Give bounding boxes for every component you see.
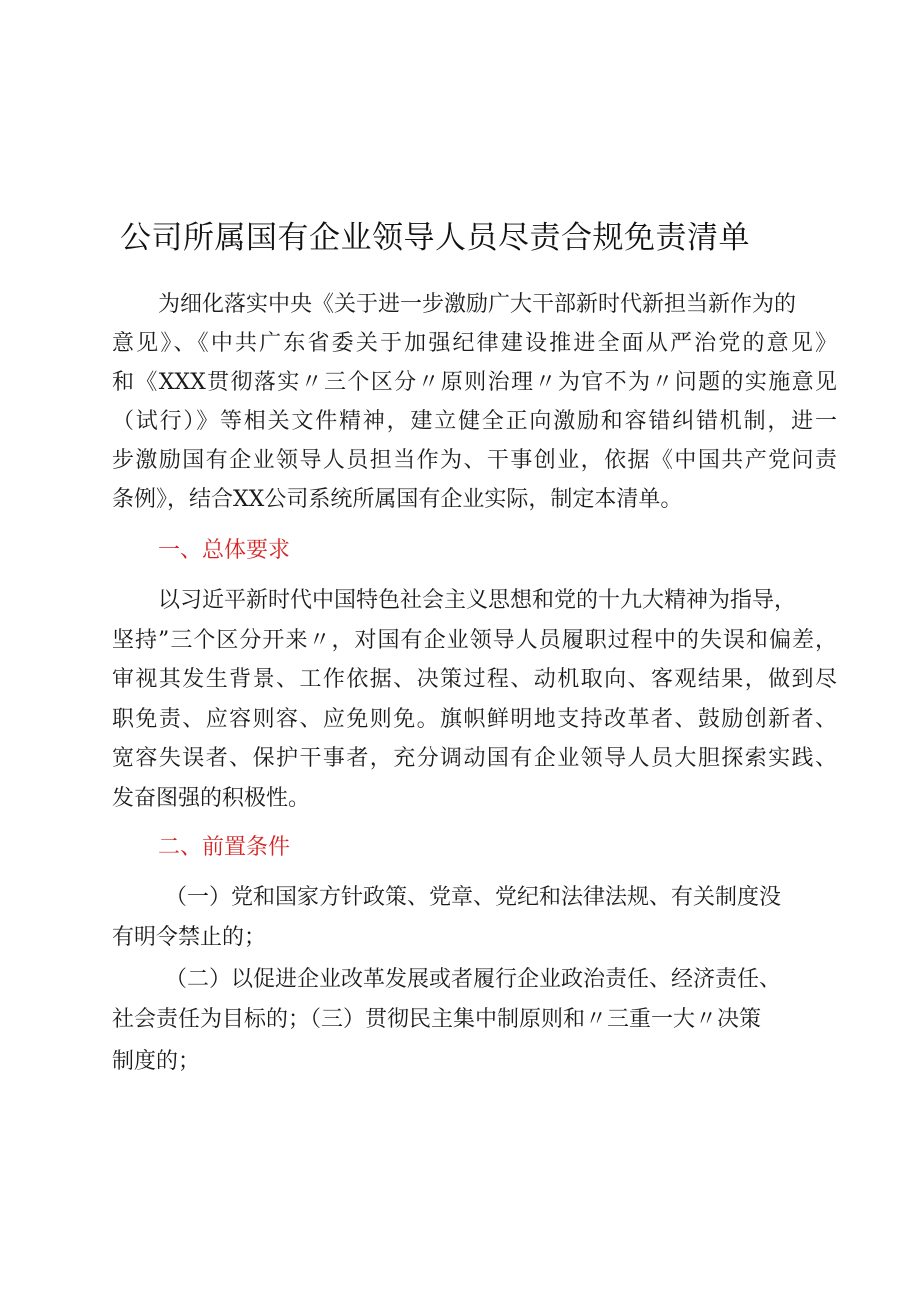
section-heading-general-requirements: 一、总体要求 — [158, 538, 291, 563]
intro-line-4: （试行）》等相关文件精神，建立健全正向激励和容错纠错机制，进一 — [112, 409, 837, 434]
intro-line-3: 和《XXX贯彻落实〃三个区分〃原则治理〃为官不为〃问题的实施意见 — [112, 370, 837, 395]
section2-line-5: 制度的； — [112, 1049, 201, 1074]
section2-line-4: 社会责任为目标的；（三）贯彻民主集中制原则和〃三重一大〃决策 — [112, 1007, 762, 1032]
section2-line-3: （二）以促进企业改革发展或者履行企业政治责任、经济责任、 — [165, 967, 782, 992]
section1-line-2: 坚持”三个区分开来〃，对国有企业领导人员履职过程中的失误和偏差， — [112, 628, 837, 653]
section1-line-1: 以习近平新时代中国特色社会主义思想和党的十九大精神为指导， — [158, 588, 797, 613]
section2-line-2: 有明令禁止的； — [112, 925, 267, 950]
intro-line-6: 条例》，结合XX公司系统所属国有企业实际，制定本清单。 — [112, 487, 683, 512]
section-heading-preconditions: 二、前置条件 — [158, 835, 291, 860]
document-title: 公司所属国有企业领导人员尽责合规免责清单 — [120, 220, 750, 256]
intro-line-1: 为细化落实中央《关于进一步激励广大干部新时代新担当新作为的 — [158, 292, 797, 317]
section1-line-4: 职免责、应容则容、应免则免。旗帜鲜明地支持改革者、鼓励创新者、 — [112, 707, 837, 732]
intro-line-5: 步激励国有企业领导人员担当作为、干事创业，依据《中国共产党问责 — [112, 448, 837, 473]
section1-line-3: 审视其发生背景、工作依据、决策过程、动机取向、客观结果，做到尽 — [112, 667, 837, 692]
section2-line-1: （一）党和国家方针政策、党章、党纪和法律法规、有关制度没 — [165, 885, 782, 910]
section1-line-6: 发奋图强的积极性。 — [112, 786, 311, 811]
intro-line-2: 意见》、《中共广东省委关于加强纪律建设推进全面从严治党的意见》 — [112, 331, 837, 356]
section1-line-5: 宽容失误者、保护干事者，充分调动国有企业领导人员大胆探索实践、 — [112, 746, 837, 771]
